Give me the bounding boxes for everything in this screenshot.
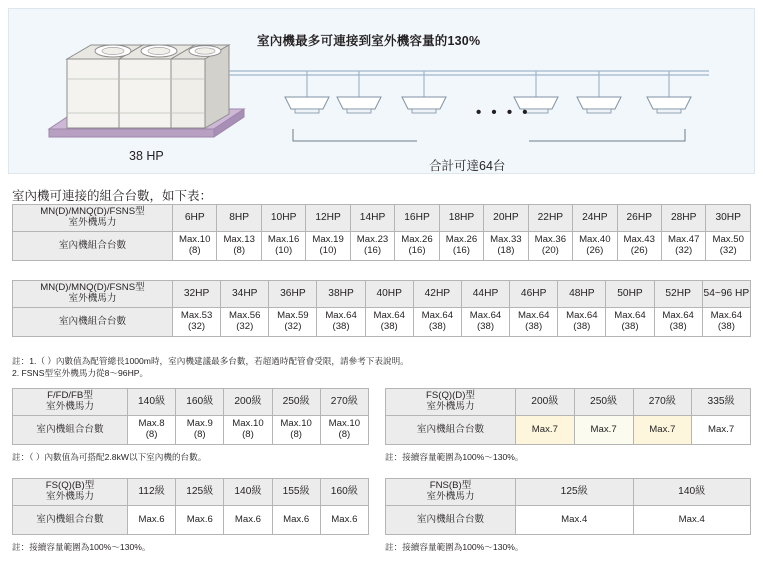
- data-cell: Max.6: [224, 506, 272, 535]
- data-cell: Max.26 (16): [439, 232, 483, 261]
- col-header: 26HP: [617, 205, 661, 232]
- row-header-indoor-count: 室內機組合台數: [13, 506, 128, 535]
- table-row: [13, 205, 751, 232]
- col-header: 42HP: [413, 281, 461, 308]
- col-header: 40HP: [365, 281, 413, 308]
- col-header: 250級: [272, 389, 320, 416]
- data-cell: Max.6: [176, 506, 224, 535]
- col-header: 32HP: [173, 281, 221, 308]
- data-cell: Max.4: [633, 506, 751, 535]
- note-table-fnsb: 註：接續容量範圍為100%～130%。: [385, 542, 524, 552]
- row-header-outdoor-hp: MN(D)/MNQ(D)/FSNS型 室外機馬力: [13, 205, 173, 232]
- col-header: 270級: [633, 389, 692, 416]
- col-header: 250級: [574, 389, 633, 416]
- lead-text: 室內機可連接的組合台數，如下表：: [12, 189, 213, 203]
- table-fsqb: [12, 478, 369, 535]
- col-header: 140級: [224, 479, 272, 506]
- total-brace: [293, 129, 685, 141]
- data-cell: Max.64 (38): [558, 308, 606, 337]
- indoor-total-label: 合計可達64台: [429, 159, 506, 173]
- data-cell: Max.50 (32): [706, 232, 751, 261]
- ellipsis-dots: • • • •: [476, 104, 531, 121]
- data-cell: Max.19 (10): [306, 232, 350, 261]
- col-header: 160級: [320, 479, 368, 506]
- table-row: [386, 416, 751, 445]
- col-header: 112級: [128, 479, 176, 506]
- table-fsqd: [385, 388, 751, 445]
- data-cell: Max.10 (8): [320, 416, 368, 445]
- table-row: [386, 479, 751, 506]
- system-diagram-panel: [8, 8, 755, 174]
- outdoor-hp-label: 38 HP: [129, 149, 164, 163]
- data-cell: Max.64 (38): [365, 308, 413, 337]
- data-cell: Max.36 (20): [528, 232, 572, 261]
- col-header: 14HP: [350, 205, 394, 232]
- col-header: 12HP: [306, 205, 350, 232]
- data-cell: Max.7: [633, 416, 692, 445]
- data-cell: Max.26 (16): [395, 232, 439, 261]
- data-cell: Max.9 (8): [176, 416, 224, 445]
- data-cell: Max.64 (38): [317, 308, 365, 337]
- data-cell: Max.10 (8): [224, 416, 272, 445]
- row-header-outdoor-hp: MN(D)/MNQ(D)/FSNS型 室外機馬力: [13, 281, 173, 308]
- data-cell: Max.16 (10): [261, 232, 305, 261]
- table-row: [386, 389, 751, 416]
- note-table-fsqd: 註：接續容量範圍為100%～130%。: [385, 452, 524, 462]
- table-row: [13, 389, 369, 416]
- row-header-outdoor-hp: FS(Q)(D)型 室外機馬力: [386, 389, 516, 416]
- col-header: 10HP: [261, 205, 305, 232]
- data-cell: Max.7: [516, 416, 575, 445]
- table-row: [13, 416, 369, 445]
- col-header: 22HP: [528, 205, 572, 232]
- col-header: 200級: [516, 389, 575, 416]
- diagram-capacity-note: 室內機最多可連接到室外機容量的130%: [257, 34, 481, 48]
- col-header: 16HP: [395, 205, 439, 232]
- col-header: 6HP: [173, 205, 217, 232]
- data-cell: Max.64 (38): [654, 308, 702, 337]
- table-mn-6-30hp: [12, 204, 751, 261]
- table-row: [13, 479, 369, 506]
- row-header-outdoor-hp: FNS(B)型 室外機馬力: [386, 479, 516, 506]
- data-cell: Max.56 (32): [221, 308, 269, 337]
- col-header: 36HP: [269, 281, 317, 308]
- col-header: 140級: [128, 389, 176, 416]
- col-header: 200級: [224, 389, 272, 416]
- col-header: 335級: [692, 389, 751, 416]
- data-cell: Max.43 (26): [617, 232, 661, 261]
- data-cell: Max.64 (38): [413, 308, 461, 337]
- col-header: 34HP: [221, 281, 269, 308]
- data-cell: Max.53 (32): [173, 308, 221, 337]
- refrigerant-piping: [229, 71, 709, 97]
- col-header: 8HP: [217, 205, 261, 232]
- data-cell: Max.64 (38): [702, 308, 750, 337]
- row-header-indoor-count: 室內機組合台數: [13, 308, 173, 337]
- data-cell: Max.8 (8): [128, 416, 176, 445]
- row-header-indoor-count: 室內機組合台數: [13, 232, 173, 261]
- row-header-indoor-count: 室內機組合台數: [386, 416, 516, 445]
- notes-main: 註：1.（ ）內數值為配管總長1000m時，室內機建議最多台數，若超過時配管會受限，請參考下表說明。 2. FSNS型室外機馬力從8～96HP。: [12, 356, 409, 378]
- data-cell: Max.64 (38): [461, 308, 509, 337]
- table-mn-32-96hp: [12, 280, 751, 337]
- data-cell: Max.6: [128, 506, 176, 535]
- data-cell: Max.59 (32): [269, 308, 317, 337]
- data-cell: Max.33 (18): [484, 232, 528, 261]
- data-cell: Max.47 (32): [661, 232, 705, 261]
- data-cell: Max.6: [272, 506, 320, 535]
- row-header-outdoor-hp: FS(Q)(B)型 室外機馬力: [13, 479, 128, 506]
- note-table-f-fd-fb: 註：（ ）內數值為可搭配2.8kW以下室內機的台數。: [12, 452, 207, 462]
- table-f-fd-fb: [12, 388, 369, 445]
- col-header: 20HP: [484, 205, 528, 232]
- col-header-range: 54~96 HP: [702, 281, 750, 308]
- table-row: [386, 506, 751, 535]
- col-header: 125級: [176, 479, 224, 506]
- col-header: 48HP: [558, 281, 606, 308]
- data-cell: Max.10 (8): [272, 416, 320, 445]
- data-cell: Max.23 (16): [350, 232, 394, 261]
- col-header: 125級: [516, 479, 634, 506]
- col-header: 30HP: [706, 205, 751, 232]
- col-header: 28HP: [661, 205, 705, 232]
- col-header: 46HP: [510, 281, 558, 308]
- table-row: [13, 506, 369, 535]
- data-cell: Max.64 (38): [510, 308, 558, 337]
- col-header: 24HP: [573, 205, 617, 232]
- data-cell: Max.10 (8): [173, 232, 217, 261]
- data-cell: Max.7: [692, 416, 751, 445]
- col-header: 38HP: [317, 281, 365, 308]
- col-header: 18HP: [439, 205, 483, 232]
- note-table-fsqb: 註：接續容量範圍為100%～130%。: [12, 542, 151, 552]
- col-header: 50HP: [606, 281, 654, 308]
- table-fnsb: [385, 478, 751, 535]
- data-cell: Max.4: [516, 506, 634, 535]
- outdoor-unit-group: [49, 45, 244, 137]
- row-header-indoor-count: 室內機組合台數: [13, 416, 128, 445]
- col-header: 155級: [272, 479, 320, 506]
- table-row: [13, 232, 751, 261]
- table-row: [13, 281, 751, 308]
- data-cell: Max.13 (8): [217, 232, 261, 261]
- col-header: 160級: [176, 389, 224, 416]
- row-header-outdoor-hp: F/FD/FB型 室外機馬力: [13, 389, 128, 416]
- table-row: [13, 308, 751, 337]
- col-header: 270級: [320, 389, 368, 416]
- data-cell: Max.64 (38): [606, 308, 654, 337]
- col-header: 44HP: [461, 281, 509, 308]
- col-header: 140級: [633, 479, 751, 506]
- data-cell: Max.40 (26): [573, 232, 617, 261]
- data-cell: Max.6: [320, 506, 368, 535]
- col-header: 52HP: [654, 281, 702, 308]
- data-cell: Max.7: [574, 416, 633, 445]
- row-header-indoor-count: 室內機組合台數: [386, 506, 516, 535]
